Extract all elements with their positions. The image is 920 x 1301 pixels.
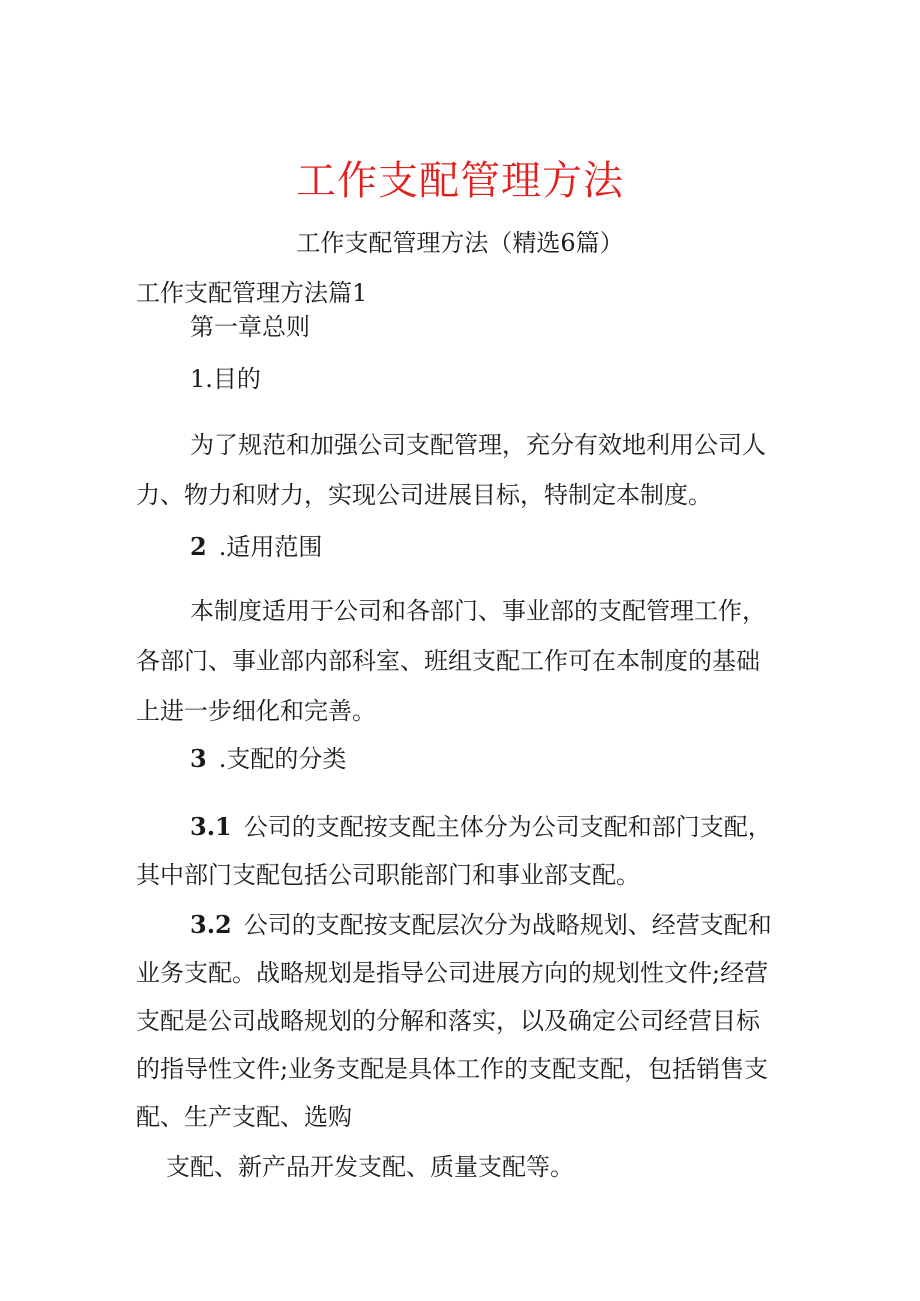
item3-heading-text: .支配的分类	[218, 745, 347, 773]
item1-paragraph-line2: 力、物力和财力，实现公司进展目标，特制定本制度。	[136, 481, 712, 509]
item2-number: 2	[190, 532, 207, 561]
document-subtitle: 工作支配管理方法（精选6篇）	[296, 229, 624, 257]
chapter-heading: 第一章总则	[190, 313, 310, 341]
item32-line4: 的指导性文件;业务支配是具体工作的支配支配，包括销售支	[136, 1055, 769, 1083]
item32-line3: 支配是公司战略规划的分解和落实，以及确定公司经营目标	[136, 1007, 760, 1035]
item31-number: 3.1	[190, 812, 232, 841]
item31-line2: 其中部门支配包括公司职能部门和事业部支配。	[136, 861, 640, 889]
item32-line1	[190, 908, 772, 942]
document-title: 工作支配管理方法	[296, 158, 624, 204]
item3-number: 3	[190, 744, 207, 773]
item2-heading-text: .适用范围	[218, 533, 323, 561]
item31-line1	[190, 810, 772, 844]
item2-paragraph-line1: 本制度适用于公司和各部门、事业部的支配管理工作，	[190, 597, 766, 625]
item31-text: 公司的支配按支配主体分为公司支配和部门支配，	[243, 813, 772, 841]
item1-heading: 1.目的	[190, 365, 261, 393]
item32-text: 公司的支配按支配层次分为战略规划、经营支配和	[243, 911, 772, 939]
item2-paragraph-line2: 各部门、事业部内部科室、班组支配工作可在本制度的基础	[136, 647, 760, 675]
item1-paragraph-line1: 为了规范和加强公司支配管理，充分有效地利用公司人	[190, 431, 766, 459]
section-heading: 工作支配管理方法篇1	[136, 279, 368, 307]
item2-paragraph-line3: 上进一步细化和完善。	[136, 697, 376, 725]
item32-line5: 配、生产支配、选购	[136, 1103, 352, 1131]
item32-line2: 业务支配。战略规划是指导公司进展方向的规划性文件;经营	[136, 959, 769, 987]
item32-line6: 支配、新产品开发支配、质量支配等。	[166, 1153, 574, 1181]
item3-heading	[190, 742, 346, 776]
item2-heading	[190, 530, 322, 564]
item32-number: 3.2	[190, 910, 232, 939]
